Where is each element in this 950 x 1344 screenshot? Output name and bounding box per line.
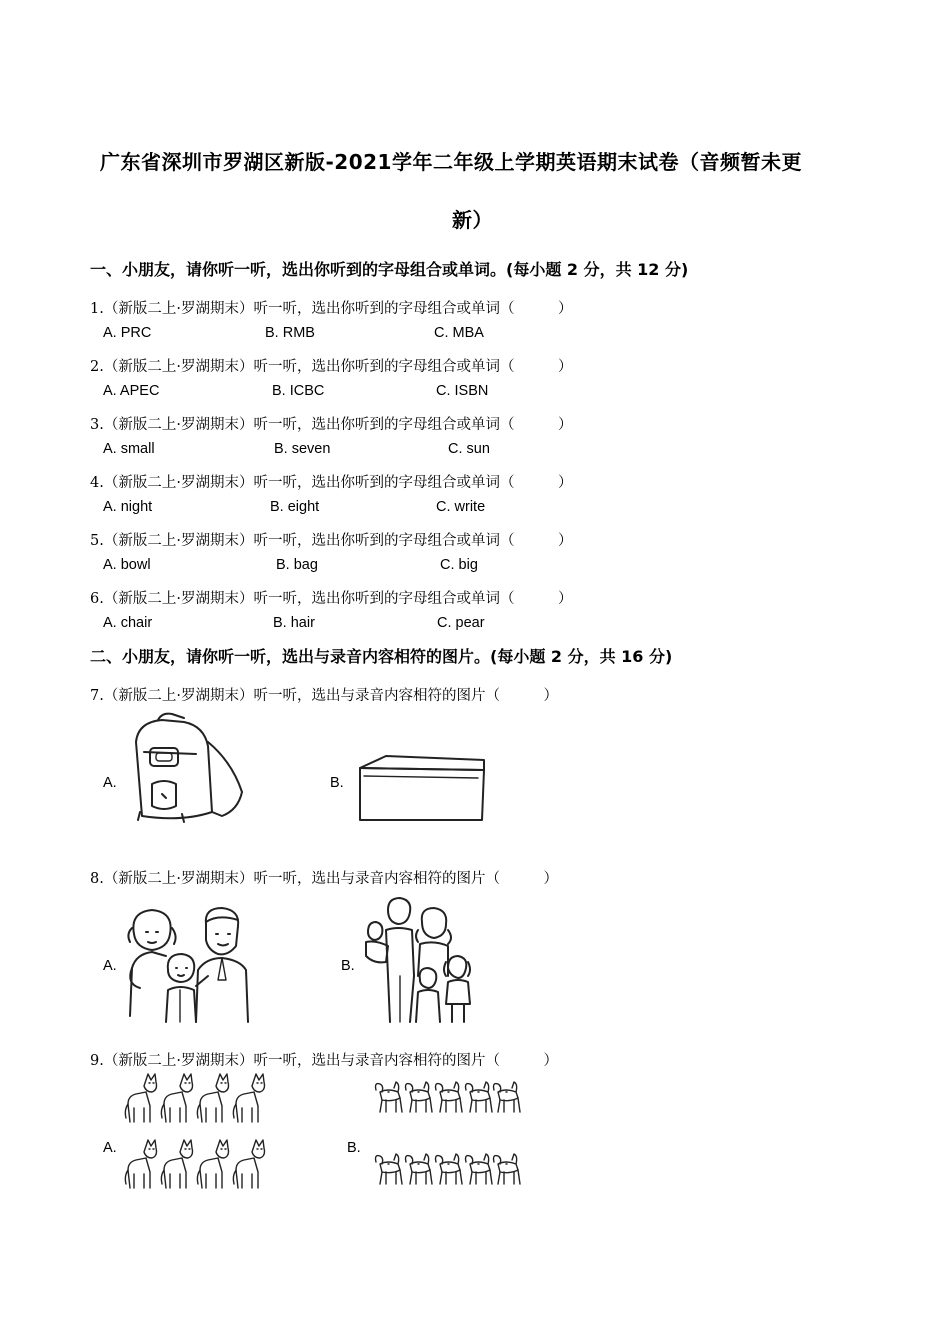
backpack-icon [122,712,248,824]
question-3-option-c: C. sun [448,441,490,457]
ten-dogs-icon [374,1080,524,1192]
question-2-stem: 2.（新版二上·罗湖期末）听一听，选出你听到的字母组合或单词（ ） [90,359,573,375]
question-8-option-a-label: A. [103,958,117,974]
family-of-three-icon [122,904,252,1024]
question-1-stem: 1.（新版二上·罗湖期末）听一听，选出你听到的字母组合或单词（ ） [90,301,573,317]
question-9-option-a-label: A. [103,1140,117,1156]
question-1-option-b: B. RMB [265,325,315,341]
question-4-option-c: C. write [436,499,486,515]
question-2-option-a: A. APEC [103,383,160,399]
question-3-option-a: A. small [103,441,155,457]
question-7-option-b-label: B. [330,775,344,791]
question-9-stem: 9.（新版二上·罗湖期末）听一听，选出与录音内容相符的图片（ ） [90,1053,558,1069]
question-6-option-b: B. hair [273,615,315,631]
question-6-option-a: A. chair [103,615,153,631]
page-title-continued: 新） [452,208,493,232]
question-7-option-a-label: A. [103,775,117,791]
question-3-stem: 3.（新版二上·罗湖期末）听一听，选出你听到的字母组合或单词（ ） [90,417,573,433]
question-2-option-b: B. ICBC [272,383,325,399]
question-5-option-b: B. bag [276,557,318,573]
question-5-option-a: A. bowl [103,557,151,573]
question-2-option-c: C. ISBN [436,383,489,399]
family-of-five-icon [362,896,474,1024]
question-4-stem: 4.（新版二上·罗湖期末）听一听，选出你听到的字母组合或单词（ ） [90,475,573,491]
box-icon [356,754,488,824]
question-7-stem: 7.（新版二上·罗湖期末）听一听，选出与录音内容相符的图片（ ） [90,688,558,704]
question-8-stem: 8.（新版二上·罗湖期末）听一听，选出与录音内容相符的图片（ ） [90,871,558,887]
question-4-option-b: B. eight [270,499,320,515]
section-one-heading: 一、小朋友，请你听一听，选出你听到的字母组合或单词。(每小题 2 分，共 12 分) [90,260,689,279]
page-title: 广东省深圳市罗湖区新版-2021学年二年级上学期英语期末试卷（音频暂未更 [100,150,802,174]
question-6-stem: 6.（新版二上·罗湖期末）听一听，选出你听到的字母组合或单词（ ） [90,591,573,607]
question-5-option-c: C. big [440,557,478,573]
question-1-option-c: C. MBA [434,325,484,341]
question-1-option-a: A. PRC [103,325,152,341]
eight-cats-icon [124,1074,272,1198]
question-3-option-b: B. seven [274,441,331,457]
question-5-stem: 5.（新版二上·罗湖期末）听一听，选出你听到的字母组合或单词（ ） [90,533,573,549]
question-9-option-b-label: B. [347,1140,361,1156]
question-4-option-a: A. night [103,499,153,515]
question-6-option-c: C. pear [437,615,485,631]
question-8-option-b-label: B. [341,958,355,974]
section-two-heading: 二、小朋友，请你听一听，选出与录音内容相符的图片。(每小题 2 分，共 16 分) [90,647,673,666]
